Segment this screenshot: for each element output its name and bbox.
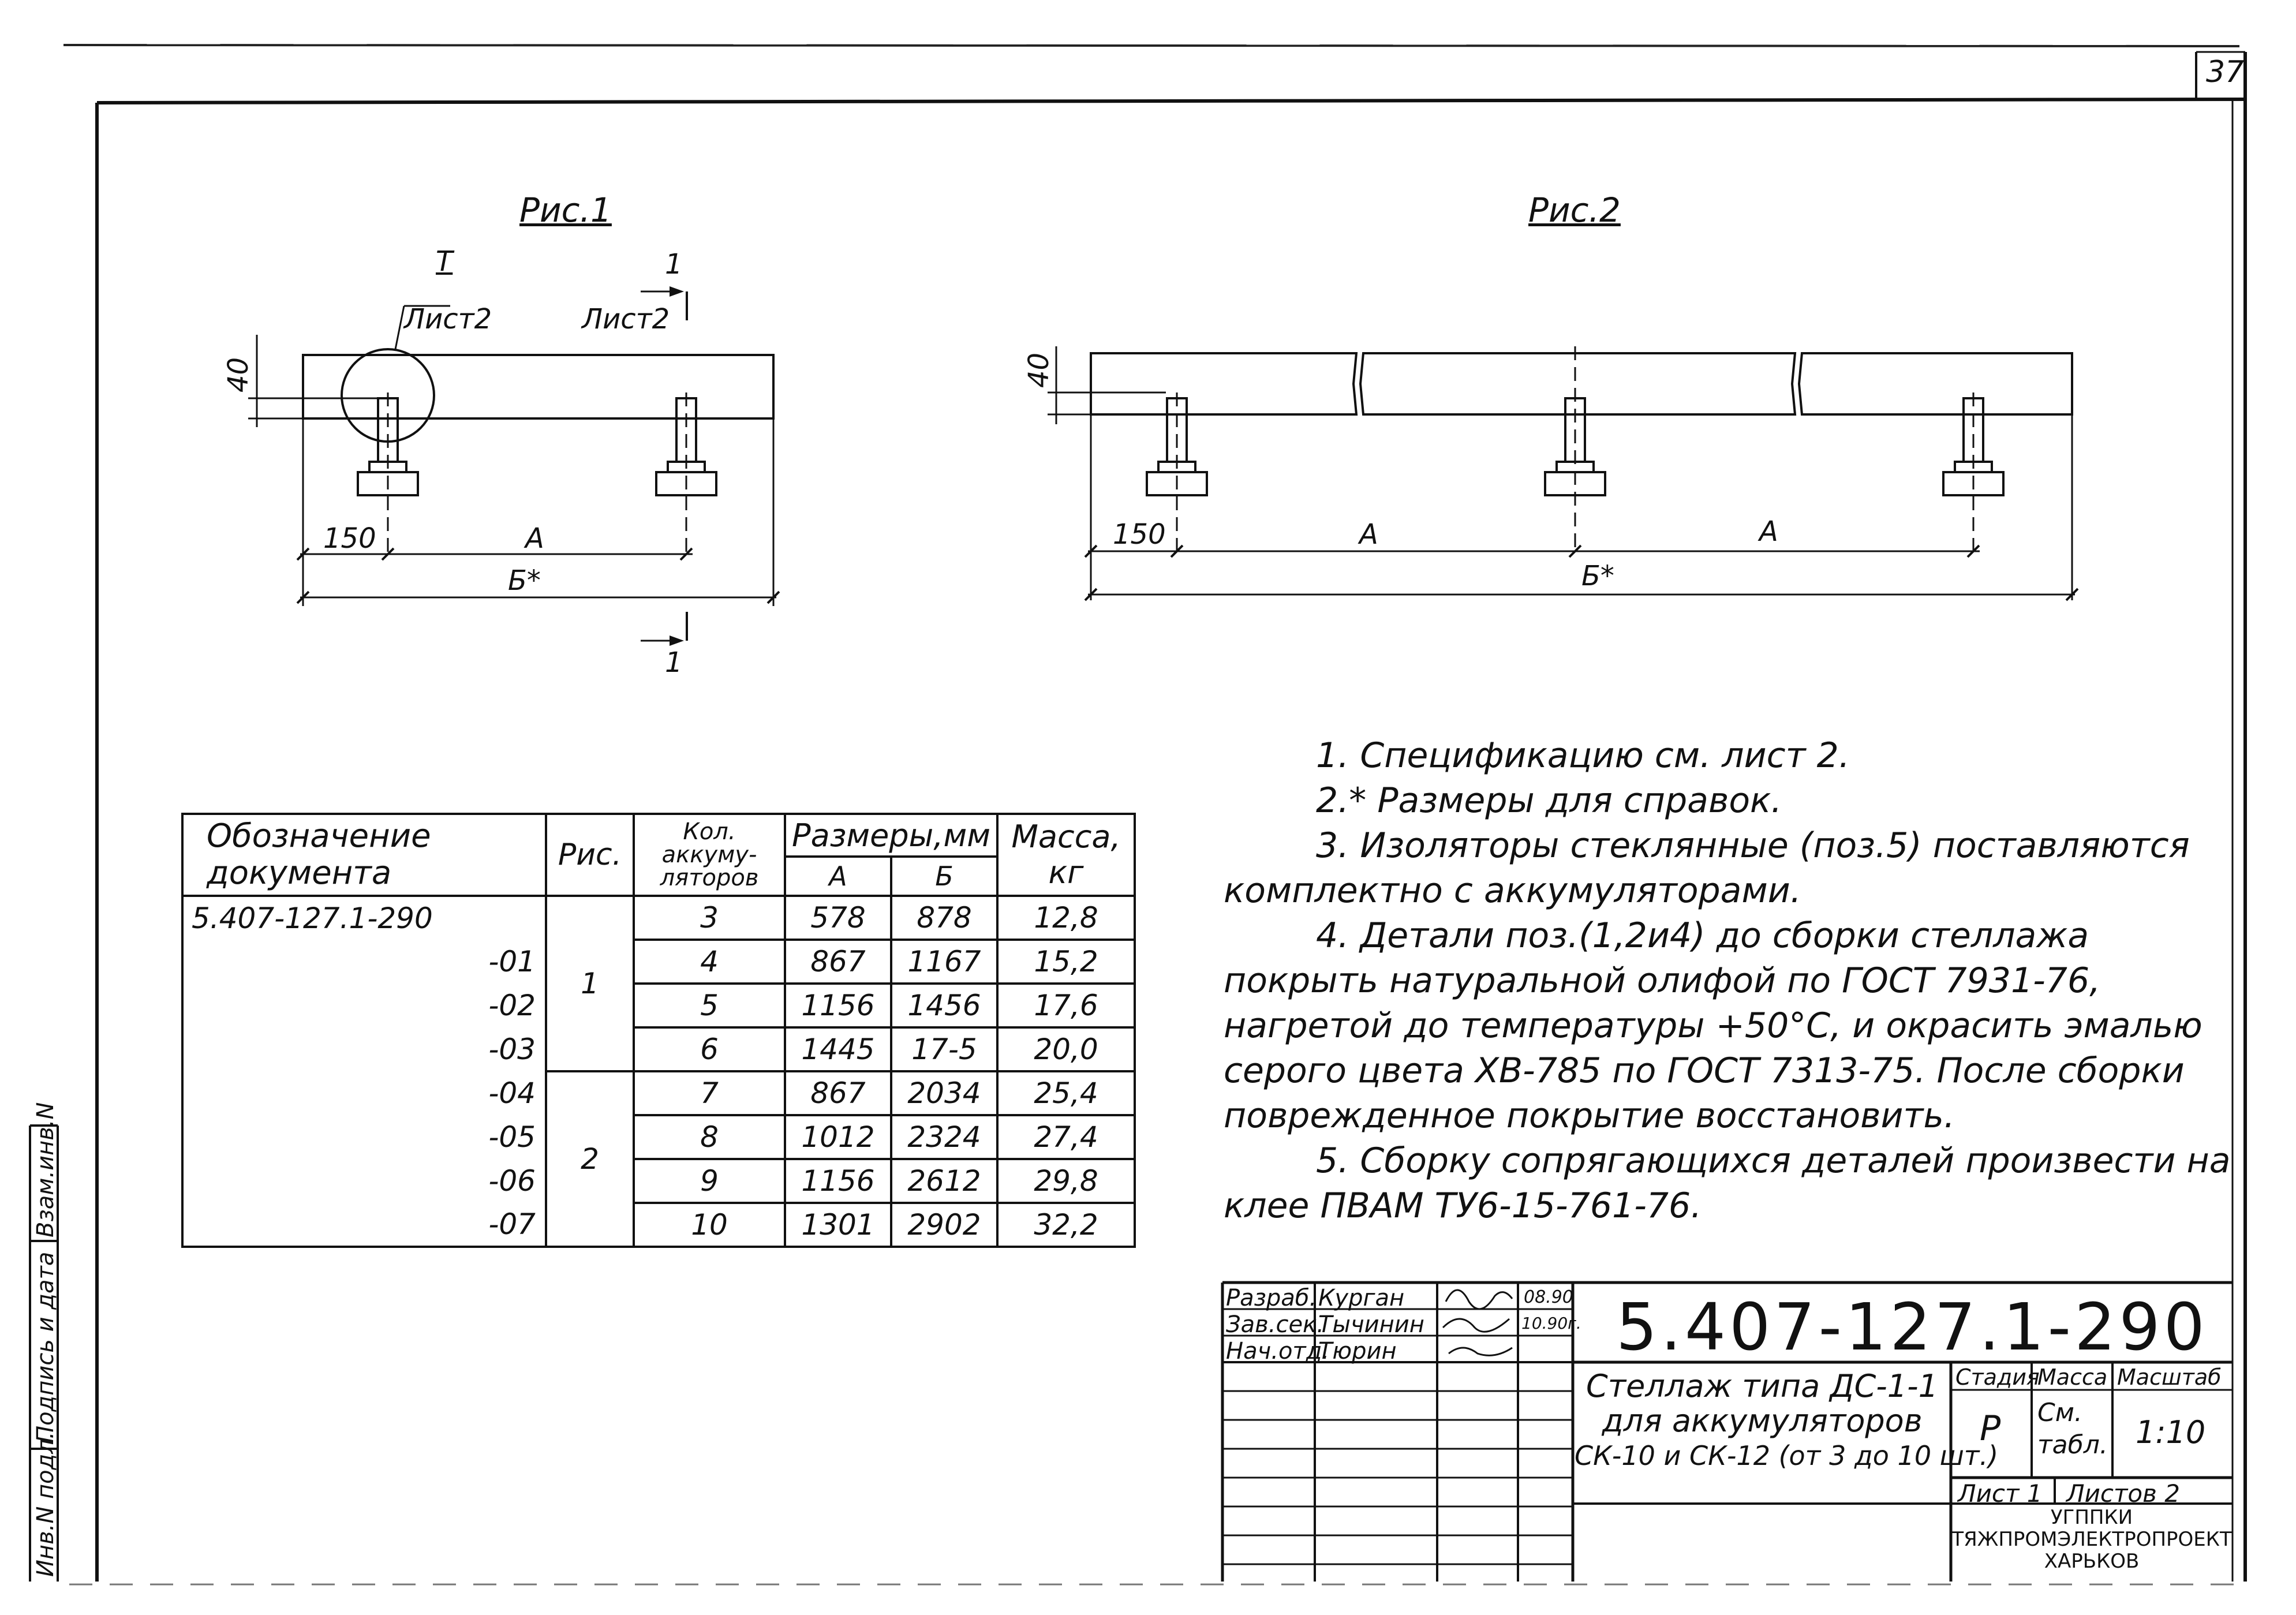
row-designation: 5.407-127.1-290 <box>182 896 546 940</box>
row-count: 4 <box>634 940 785 984</box>
row-count: 9 <box>634 1159 785 1203</box>
side-stamp-sign-date: Подпись и дата <box>32 1251 59 1443</box>
figure2-dim-a1: А <box>1359 518 1378 551</box>
row-designation: -07 <box>182 1203 546 1247</box>
row-size-a: 1445 <box>785 1027 891 1071</box>
spec-table <box>181 813 1136 1248</box>
figure1-dim-40: 40 <box>222 357 255 392</box>
row-fig: 1 <box>546 896 634 1071</box>
row-size-a: 578 <box>785 896 891 940</box>
row-size-b: 17-5 <box>891 1027 997 1071</box>
figure2-dim-b: Б* <box>1581 560 1614 592</box>
note-4: 4. Детали поз.(1,2и4) до сборки стеллажа покрыть натуральной олифой по ГОСТ 7931-76, нагретой до температуры +50°С, и окрасить эмалью серого цвета ХВ-785 по ГОСТ 7313-75. После сборки поврежденное покрытие восстановить. <box>1224 915 2202 1136</box>
table-row <box>182 940 1135 984</box>
scale-label: Масштаб <box>2117 1364 2222 1390</box>
row-size-a: 1301 <box>785 1203 891 1247</box>
row-mass: 20,0 <box>997 1027 1135 1071</box>
page-number: 37 <box>2206 55 2245 89</box>
row-size-b: 1456 <box>891 984 997 1027</box>
row-designation: -05 <box>182 1115 546 1159</box>
table-row <box>182 1203 1135 1247</box>
figure1-section-sheet: Лист2 <box>582 303 670 335</box>
row-count: 7 <box>634 1071 785 1115</box>
figure1-view-ref-sheet: Лист2 <box>404 303 492 335</box>
signer-name: Курган <box>1318 1285 1405 1311</box>
figure2-dim-40: 40 <box>1023 352 1055 388</box>
row-mass: 32,2 <box>997 1203 1135 1247</box>
row-size-b: 1167 <box>891 940 997 984</box>
signer-role: Нач.отд. <box>1226 1338 1330 1364</box>
header-mass: Масса, кг <box>997 814 1135 896</box>
row-size-a: 1012 <box>785 1115 891 1159</box>
drawing-title-line-1: Стеллаж типа ДС-1-1 <box>1585 1368 1938 1404</box>
note-5: 5. Сборку сопрягающихся деталей произвести на клее ПВАМ ТУ6-15-761-76. <box>1224 1141 2231 1226</box>
org-line-2: ТЯЖПРОМЭЛЕКТРОПРОЕКТ <box>1951 1528 2232 1551</box>
side-stamp-inv-no: Инв.N подл. <box>32 1431 59 1577</box>
figure1-dim-150: 150 <box>323 522 376 555</box>
table-row <box>182 1027 1135 1071</box>
drawing-title <box>1575 1368 1999 1473</box>
row-size-a: 867 <box>785 940 891 984</box>
figure2-dim-a2: А <box>1759 515 1778 548</box>
row-fig: 2 <box>546 1071 634 1247</box>
stage-label: Стадия <box>1955 1364 2040 1390</box>
doc-code: 5.407-127.1-290 <box>1616 1290 2208 1365</box>
row-size-a: 1156 <box>785 984 891 1027</box>
scale-value: 1:10 <box>2136 1414 2206 1450</box>
figure2-title: Рис.2 <box>1528 190 1621 230</box>
organization <box>1951 1506 2233 1572</box>
row-count: 6 <box>634 1027 785 1071</box>
signer-date: 10.90г. <box>1521 1314 1581 1333</box>
stage-value: Р <box>1980 1408 2001 1449</box>
header-count: Кол. аккуму- ляторов <box>634 814 785 896</box>
header-size-a: А <box>785 857 891 896</box>
table-row <box>182 1071 1135 1115</box>
sheet-number: Лист 1 <box>1958 1479 2043 1508</box>
org-line-3: ХАРЬКОВ <box>2044 1550 2140 1573</box>
signer-role: Зав.сек. <box>1226 1311 1324 1338</box>
mass-label: Масса <box>2037 1364 2108 1390</box>
note-1: 1. Спецификацию см. лист 2. <box>1316 735 1850 776</box>
side-stamp-replace-inv: Взам.инв.N <box>32 1102 59 1238</box>
row-mass: 15,2 <box>997 940 1135 984</box>
header-fig: Рис. <box>546 814 634 896</box>
drawing-title-line-2: для аккумуляторов <box>1602 1403 1923 1439</box>
row-mass: 27,4 <box>997 1115 1135 1159</box>
row-count: 10 <box>634 1203 785 1247</box>
row-size-a: 1156 <box>785 1159 891 1203</box>
header-sizes: Размеры,мм <box>785 814 997 857</box>
row-size-b: 2902 <box>891 1203 997 1247</box>
figure1-title: Рис.1 <box>519 190 612 230</box>
figure1-dim-b: Б* <box>508 564 541 597</box>
row-mass: 12,8 <box>997 896 1135 940</box>
note-2: 2.* Размеры для справок. <box>1316 780 1782 821</box>
notes-block <box>1224 733 2239 1228</box>
note-3: 3. Изоляторы стеклянные (поз.5) поставляются комплектно с аккумуляторами. <box>1224 825 2190 911</box>
sheets-total: Листов 2 <box>2066 1479 2180 1508</box>
row-count: 5 <box>634 984 785 1027</box>
figure1-dim-a: А <box>525 522 544 555</box>
row-mass: 29,8 <box>997 1159 1135 1203</box>
row-count: 3 <box>634 896 785 940</box>
row-designation: -03 <box>182 1027 546 1071</box>
row-mass: 17,6 <box>997 984 1135 1027</box>
mass-value: См. табл. <box>2037 1398 2108 1460</box>
figure1-view-ref-label: Т <box>436 245 453 278</box>
row-size-b: 2034 <box>891 1071 997 1115</box>
row-designation: -02 <box>182 984 546 1027</box>
row-size-a: 867 <box>785 1071 891 1115</box>
row-size-b: 878 <box>891 896 997 940</box>
header-designation: Обозначение документа <box>182 814 546 896</box>
signer-date: 08.90 <box>1524 1287 1573 1307</box>
table-row <box>182 896 1135 940</box>
signer-name: Тюрин <box>1318 1338 1397 1364</box>
drawing-title-line-3: СК-10 и СК-12 (от 3 до 10 шт.) <box>1575 1440 1999 1471</box>
signer-name: Тычинин <box>1318 1311 1424 1338</box>
org-line-1: УГППКИ <box>2050 1506 2133 1529</box>
row-mass: 25,4 <box>997 1071 1135 1115</box>
signer-role: Разраб. <box>1226 1285 1317 1311</box>
spec-table-header-row <box>182 814 1135 857</box>
row-size-b: 2612 <box>891 1159 997 1203</box>
header-size-b: Б <box>891 857 997 896</box>
table-row <box>182 1159 1135 1203</box>
figure2-drawing <box>1048 346 2078 600</box>
figure2-dim-150: 150 <box>1113 518 1166 551</box>
row-size-b: 2324 <box>891 1115 997 1159</box>
figure1-section-label-bottom: 1 <box>665 646 683 679</box>
row-count: 8 <box>634 1115 785 1159</box>
figure1-section-label-top: 1 <box>665 248 683 281</box>
row-designation: -04 <box>182 1071 546 1115</box>
row-designation: -06 <box>182 1159 546 1203</box>
row-designation: -01 <box>182 940 546 984</box>
table-row <box>182 984 1135 1027</box>
table-row <box>182 1115 1135 1159</box>
